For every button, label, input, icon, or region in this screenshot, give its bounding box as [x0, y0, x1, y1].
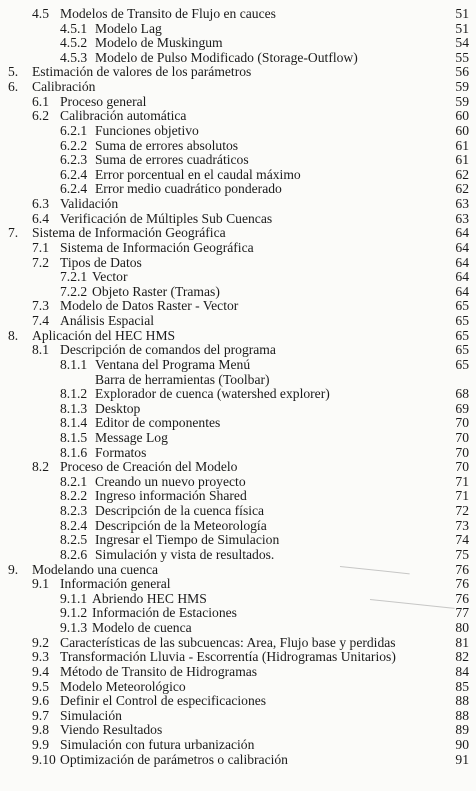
toc-entry-page: 69: [455, 400, 469, 416]
toc-entry-number: 7.2.1: [60, 269, 88, 285]
toc-entry-title: Viendo Resultados: [60, 722, 163, 738]
toc-entry-title: Descripción de comandos del programa: [60, 342, 276, 358]
toc-entry-number: 8.: [8, 327, 19, 343]
toc-entry-title: Proceso de Creación del Modelo: [60, 459, 238, 475]
toc-entry-title: Funciones objetivo: [95, 122, 199, 138]
toc-entry-number: 9.10: [32, 751, 56, 767]
toc-entry-number: 8.2.4: [60, 517, 88, 533]
toc-entry-number: 9.1.2: [60, 605, 88, 621]
toc-entry-page: 51: [455, 6, 469, 21]
toc-entry-title: Sistema de Información Geográfica: [60, 239, 254, 255]
toc-entry-page: 88: [455, 707, 469, 723]
toc-entry-title: Simulación y vista de resultados.: [95, 546, 275, 562]
toc-entry-title: Modelo Lag: [95, 20, 162, 36]
toc-entry-number: 7.: [8, 225, 19, 241]
toc-entry-title: Aplicación del HEC HMS: [32, 327, 176, 343]
toc-entry-number: 8.1.2: [60, 386, 88, 402]
toc-entry-page: 76: [455, 590, 469, 606]
toc-entry-page: 82: [455, 649, 469, 665]
toc-entry-title: Transformación Lluvia - Escorrentía (Hidrogramas Unitarios): [60, 649, 396, 665]
toc-entry-page: 70: [455, 444, 469, 460]
toc-entry-number: 9.4: [32, 663, 49, 679]
toc-entry-title: Sistema de Información Geográfica: [32, 225, 226, 241]
toc-entry-page: 91: [455, 751, 469, 767]
toc-entry-title: Error porcentual en el caudal máximo: [95, 166, 301, 182]
toc-entry-number: 4.5.1: [60, 20, 88, 36]
toc-entry-title: Vector: [92, 269, 128, 285]
toc-entry-title: Suma de errores absolutos: [95, 137, 239, 153]
toc-entry-page: 64: [455, 239, 469, 255]
toc-entry-title: Editor de componentes: [95, 415, 221, 431]
toc-entry-page: 71: [455, 488, 469, 504]
toc-entry-title: Suma de errores cuadráticos: [95, 152, 249, 168]
toc-entry-title: Estimación de valores de los parámetros: [32, 64, 252, 80]
toc-entry-title: Calibración: [32, 79, 96, 95]
toc-entry-page: 56: [455, 64, 469, 80]
toc-entry-title: Modelos de Transito de Flujo en cauces: [60, 6, 276, 21]
toc-entry-number: 6.: [8, 79, 19, 95]
toc-entry-page: 61: [455, 152, 469, 168]
toc-entry-title: Ingreso información Shared: [95, 488, 247, 504]
toc-entry-title: Barra de herramientas (Toolbar): [95, 371, 270, 387]
toc-entry-title: Validación: [60, 196, 119, 212]
toc-entry-number: 8.2.2: [60, 488, 88, 504]
toc-entry-title: Formatos: [95, 444, 147, 460]
toc-entry-title: Modelo de Datos Raster - Vector: [60, 298, 239, 314]
toc-entry-page: 63: [455, 210, 469, 226]
toc-entry-title: Información de Estaciones: [92, 605, 237, 621]
toc-entry-page: 68: [455, 386, 469, 402]
toc-entry-number: 6.1: [32, 93, 49, 109]
toc-entry-title: Objeto Raster (Tramas): [92, 283, 220, 299]
toc-entry-number: 7.4: [32, 313, 49, 329]
toc-entry-number: 8.2.5: [60, 532, 88, 548]
toc-entry-title: Modelo de Pulso Modificado (Storage-Outflow): [95, 49, 358, 65]
toc-entry-page: 74: [455, 532, 469, 548]
toc-entry-page: 60: [455, 122, 469, 138]
toc-entry-title: Desktop: [95, 400, 141, 416]
toc-entry-title: Ventana del Programa Menú: [95, 356, 251, 372]
toc-entry-page: 88: [455, 693, 469, 709]
toc-entry-page: 70: [455, 459, 469, 475]
toc-entry-title: Tipos de Datos: [60, 254, 142, 270]
toc-entry-page: 54: [455, 35, 469, 51]
toc-entry-number: 7.3: [32, 298, 49, 314]
toc-entry-number: 4.5.3: [60, 49, 88, 65]
toc-entry-number: 8.2.6: [60, 546, 88, 562]
toc-entry-page: 61: [455, 137, 469, 153]
toc-entry-title: Verificación de Múltiples Sub Cuencas: [60, 210, 273, 226]
toc-entry-page: 70: [455, 429, 469, 445]
toc-entry-page: 65: [455, 313, 469, 329]
toc-entry-title: Creando un nuevo proyecto: [95, 473, 246, 489]
toc-entry-number: 6.2.4: [60, 181, 88, 197]
toc-entry-number: 9.8: [32, 722, 49, 738]
toc-entry-number: 9.: [8, 561, 19, 577]
toc-entry-number: 6.2: [32, 108, 49, 124]
toc-entry-title: Análisis Espacial: [60, 313, 155, 329]
toc-entry-title: Optimización de parámetros o calibración: [60, 751, 288, 767]
toc-entry-page: 77: [455, 605, 469, 621]
toc-entry-number: 8.1.1: [60, 356, 88, 372]
toc-entry-number: 8.1: [32, 342, 49, 358]
toc-entry-page: 65: [455, 327, 469, 343]
toc-entry: [0, 751, 476, 768]
toc-entry-page: 64: [455, 254, 469, 270]
toc-entry-title: Error medio cuadrático ponderado: [95, 181, 282, 197]
toc-entry-number: 8.1.4: [60, 415, 88, 431]
toc-entry-title: Método de Transito de Hidrogramas: [60, 663, 258, 679]
toc-entry-page: 63: [455, 196, 469, 212]
toc-entry-page: 64: [455, 283, 469, 299]
toc-entry-page: 72: [455, 503, 469, 519]
toc-entry-number: 8.1.5: [60, 429, 88, 445]
toc-entry-title: Descripción de la Meteorología: [95, 517, 267, 533]
toc-entry-title: Definir el Control de especificaciones: [60, 693, 267, 709]
toc-entry-page: 65: [455, 342, 469, 358]
toc-entry-page: 73: [455, 517, 469, 533]
toc-entry-number: 9.1.1: [60, 590, 88, 606]
toc-entry-page: 64: [455, 225, 469, 241]
toc-entry-title: Características de las subcuencas: Area, Flujo base y perdidas: [60, 634, 396, 650]
toc-entry-page: 80: [455, 620, 469, 636]
toc-entry-page: 65: [455, 356, 469, 372]
toc-entry-number: 4.5.2: [60, 35, 88, 51]
toc-entry-number: 9.7: [32, 707, 49, 723]
toc-entry-number: 7.2.2: [60, 283, 88, 299]
toc-entry-number: 5.: [8, 64, 19, 80]
toc-entry-page: 81: [455, 634, 469, 650]
toc-entry-page: 85: [455, 678, 469, 694]
toc-entry-title: Información general: [60, 576, 171, 592]
toc-entry-title: Simulación: [60, 707, 122, 723]
toc-entry-page: 55: [455, 49, 469, 65]
toc-entry-title: Modelo de cuenca: [92, 620, 192, 636]
toc-entry-number: 6.2.3: [60, 152, 88, 168]
toc-entry-number: 4.5: [32, 6, 49, 21]
toc-entry-number: 6.2.4: [60, 166, 88, 182]
toc-entry-number: 6.4: [32, 210, 49, 226]
toc-entry-number: 9.1.3: [60, 620, 88, 636]
toc-entry-title: Abriendo HEC HMS: [92, 590, 207, 606]
toc-entry-number: 9.6: [32, 693, 49, 709]
toc-entry-page: 51: [455, 20, 469, 36]
toc-entry-page: 62: [455, 166, 469, 182]
toc-entry-page: 64: [455, 269, 469, 285]
toc-entry-number: 9.2: [32, 634, 49, 650]
toc-entry-number: 6.2.1: [60, 122, 88, 138]
toc-entry-title: Modelo Meteorológico: [60, 678, 186, 694]
toc-entry-title: Explorador de cuenca (watershed explorer): [95, 386, 330, 402]
toc-entry-number: 9.9: [32, 737, 49, 752]
toc-entry-number: 8.1.3: [60, 400, 88, 416]
toc-entry-number: 9.1: [32, 576, 49, 592]
toc-entry-page: 70: [455, 415, 469, 431]
toc-entry-title: Calibración automática: [60, 108, 187, 124]
toc-entry-number: 9.3: [32, 649, 49, 665]
toc-entry-number: 6.3: [32, 196, 49, 212]
toc-entry-number: 8.2.3: [60, 503, 88, 519]
toc-entry-number: 7.2: [32, 254, 49, 270]
toc-entry-title: Proceso general: [60, 93, 147, 109]
toc-entry-title: Ingresar el Tiempo de Simulacion: [95, 532, 280, 548]
toc-entry-number: 8.2.1: [60, 473, 88, 489]
toc-entry-page: 84: [455, 663, 469, 679]
toc-entry-page: 60: [455, 108, 469, 124]
toc-entry-page: 65: [455, 298, 469, 314]
toc-entry-number: 6.2.2: [60, 137, 88, 153]
toc-entry-number: 8.2: [32, 459, 49, 475]
toc-entry-number: 8.1.6: [60, 444, 88, 460]
toc-entry-number: 9.5: [32, 678, 49, 694]
toc-entry-page: 90: [455, 737, 469, 752]
toc-entry-page: 76: [455, 561, 469, 577]
toc-entry-page: 71: [455, 473, 469, 489]
toc-entry-page: 75: [455, 546, 469, 562]
toc-entry-page: 89: [455, 722, 469, 738]
toc-entry-title: Simulación con futura urbanización: [60, 737, 255, 752]
toc-entry-title: Message Log: [95, 429, 168, 445]
toc-entry-title: Descripción de la cuenca física: [95, 503, 265, 519]
toc-entry-page: 59: [455, 79, 469, 95]
toc-entry-title: Modelo de Muskingum: [95, 35, 223, 51]
toc-entry-page: 76: [455, 576, 469, 592]
toc-entry-number: 7.1: [32, 239, 49, 255]
toc-entry-title: Modelando una cuenca: [32, 561, 159, 577]
toc-entry-page: 62: [455, 181, 469, 197]
toc-entry-page: 59: [455, 93, 469, 109]
